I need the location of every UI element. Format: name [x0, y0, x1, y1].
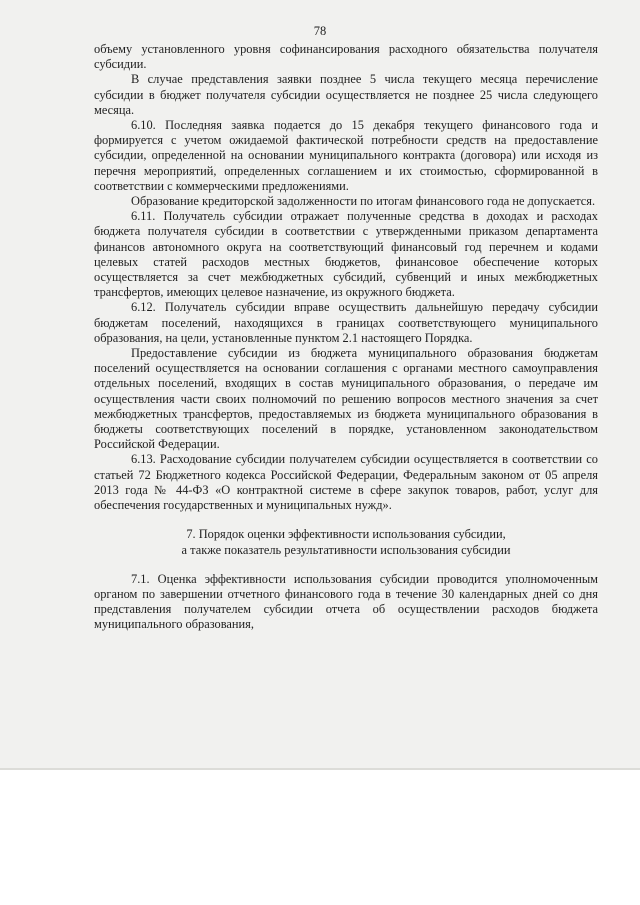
paragraph-6-12: 6.12. Получатель субсидии вправе осуществить дальнейшую передачу субсидии бюджетам поселений, находящихся в границах соответствующего муниципального образования, на цели, установленные пунктом 2.1 настоящего Порядка.: [94, 300, 598, 345]
paragraph-creditor-debt: Образование кредиторской задолженности по итогам финансового года не допускается.: [131, 194, 596, 209]
paragraph-late-application: В случае представления заявки позднее 5 числа текущего месяца перечисление субсидии в бюджет получателя субсидии осуществляется не позднее 25 числа следующего месяца.: [94, 72, 598, 117]
paragraph-settlements-subsidy: Предоставление субсидии из бюджета муниципального образования бюджетам поселений осуществляется на основании соглашения с органами местного самоуправления отдельных поселений, входящих в состав муниципального образования, о передаче им осуществления части своих полномочий по решению вопросов местного значения за счет межбюджетных трансфертов, предоставляемых из бюджета муниципального образования в бюджеты соответствующих поселений в порядке, установленном законодательством Российской Федерации.: [94, 346, 598, 452]
section-7-heading-line-2: а также показатель результативности использования субсидии: [181, 542, 511, 557]
section-spacer: [94, 513, 598, 527]
paragraph-7-1: 7.1. Оценка эффективности использования субсидии проводится уполномоченным органом по завершении отчетного финансового года в течение 30 календарных дней со дня представления получателем субсидии отчета об осуществлении расходов бюджета муниципального образования,: [94, 571, 598, 632]
page-number: 78: [313, 24, 327, 38]
paragraph-6-10: 6.10. Последняя заявка подается до 15 декабря текущего финансового года и формируется с учетом ожидаемой фактической потребности средств на предоставление субсидии, определенной на основании муниципального контракта (договора) или исходя из перечня мероприятий, определенных соглашением и их стоимостью, сформированной в соответствии с коммерческими предложениями.: [94, 118, 598, 193]
scan-bottom-edge: [0, 768, 640, 770]
document-body: [94, 42, 598, 633]
paragraph-6-13: 6.13. Расходование субсидии получателем субсидии осуществляется в соответствии со статьей 72 Бюджетного кодекса Российской Федерации, Федеральным законом от 05 апреля 2013 года № 44-ФЗ «О контрактной системе в сфере закупок товаров, работ, услуг для обеспечения государственных и муниципальных нужд».: [94, 452, 598, 513]
paragraph-6-11: 6.11. Получатель субсидии отражает полученные средства в доходах и расходах бюджета получателя субсидии в соответствии с утвержденными приказом департамента финансов автономного округа на соответствующий финансовый год перечнем и кодами целевых статей расходов местных бюджетов, финансовое обеспечение которых осуществляется за счет межбюджетных субсидий, субвенций и иных межбюджетных трансфертов, имеющих целевое назначение, из окружного бюджета.: [94, 209, 598, 300]
section-7-heading-line-1: 7. Порядок оценки эффективности использования субсидии,: [186, 527, 506, 542]
paragraph-continuation: объему установленного уровня софинансирования расходного обязательства получателя субсидии.: [94, 42, 598, 72]
section-spacer: [94, 558, 598, 572]
